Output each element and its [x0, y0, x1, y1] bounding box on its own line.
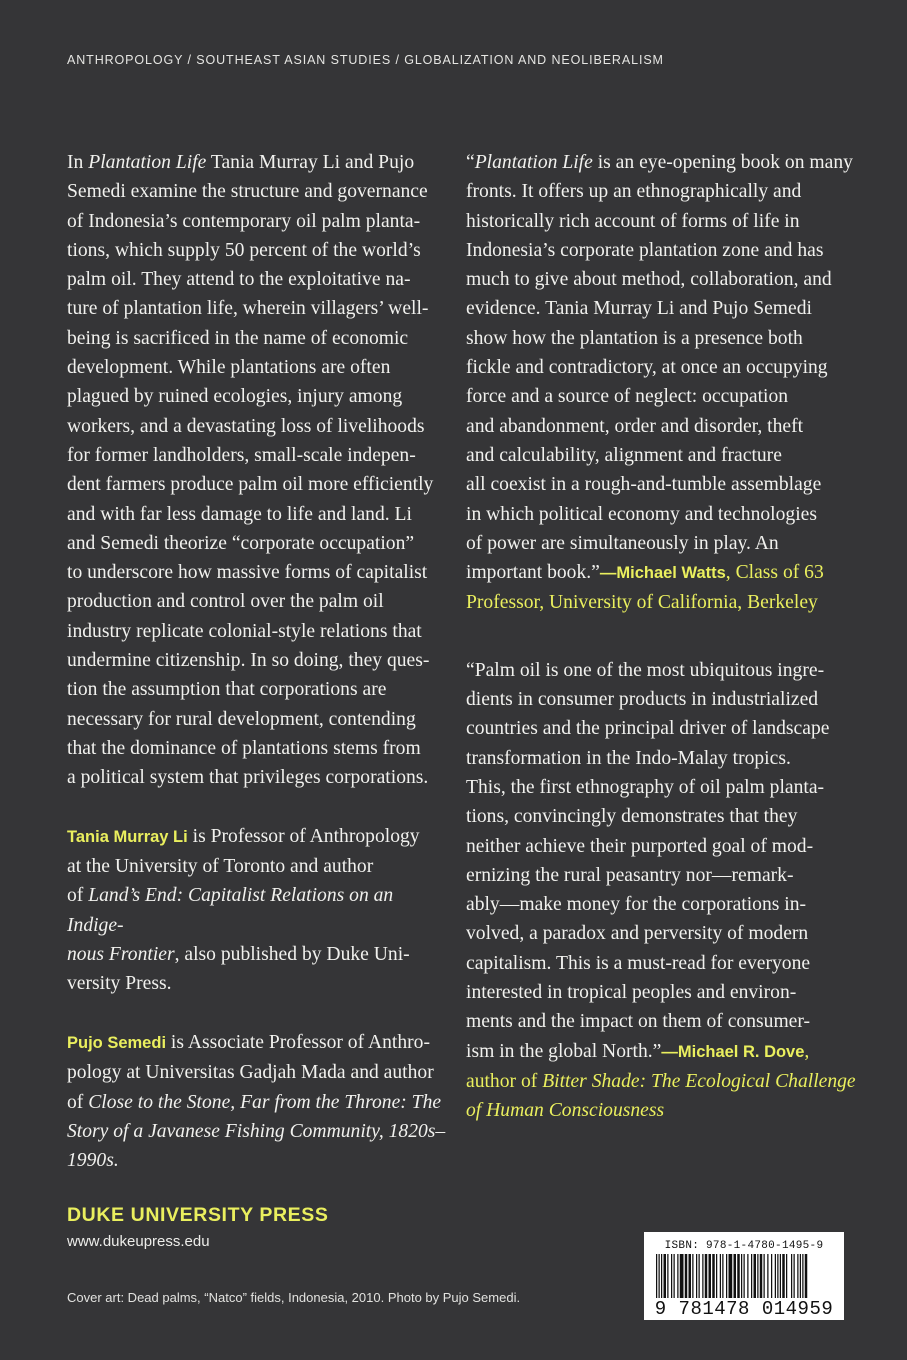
text-run: industry replicate colonial-style relations that	[67, 620, 422, 642]
barcode-bar	[685, 1254, 688, 1298]
text-run: Close to the Stone, Far from the Throne: The	[88, 1091, 442, 1113]
text-line	[466, 949, 858, 978]
text-line	[67, 324, 451, 353]
text-line	[67, 1117, 451, 1176]
text-run: countries and the principal driver of landscape	[466, 718, 830, 740]
text-line	[466, 382, 858, 411]
barcode-bar	[729, 1254, 733, 1298]
barcode-bar	[744, 1254, 745, 1298]
text-run: at the University of Toronto and author	[67, 856, 374, 878]
text-line	[67, 382, 451, 411]
text-line	[67, 1058, 451, 1087]
text-run: to underscore how massive forms of capitalist	[67, 562, 428, 584]
text-line	[67, 734, 451, 763]
subject-categories: ANTHROPOLOGY / SOUTHEAST ASIAN STUDIES / GLOBALIZATION AND NEOLIBERALISM	[67, 53, 664, 67]
text-run: undermine citizenship. In so doing, they ques-	[67, 650, 430, 672]
isbn-label: ISBN: 978-1-4780-1495-9	[664, 1240, 824, 1252]
text-line	[67, 441, 451, 470]
barcode-bar	[754, 1254, 757, 1298]
text-line	[466, 919, 858, 948]
text-line	[466, 500, 858, 529]
text-line	[466, 236, 858, 265]
text-run: evidence. Tania Murray Li and Pujo Semedi	[466, 298, 812, 320]
text-line	[67, 353, 451, 382]
text-line	[466, 685, 858, 714]
text-run: author of	[466, 1070, 543, 1092]
barcode-bar	[656, 1254, 657, 1298]
text-run: ably—make money for the corporations in-	[466, 894, 807, 916]
barcode-bar	[664, 1254, 667, 1298]
text-line	[67, 881, 451, 940]
text-line	[67, 705, 451, 734]
text-run: capitalism. This is a must-read for everyone	[466, 952, 811, 974]
text-line	[67, 236, 451, 265]
barcode-bar	[782, 1254, 785, 1298]
left-column	[67, 148, 451, 1175]
text-run: “Palm oil is one of the most ubiquitous ingre-	[466, 659, 825, 681]
text-run: “	[466, 152, 475, 173]
barcode-bar	[741, 1254, 742, 1298]
text-line	[67, 294, 451, 323]
barcode-bar	[702, 1254, 703, 1298]
text-line	[466, 1037, 858, 1067]
text-run: neither achieve their purported goal of mod-	[466, 835, 814, 857]
text-line	[466, 558, 858, 588]
text-line	[466, 890, 858, 919]
text-line	[67, 587, 451, 616]
text-line	[67, 940, 451, 969]
text-line	[466, 294, 858, 323]
text-run: and calculability, alignment and fracture	[466, 444, 782, 466]
text-line	[67, 763, 451, 792]
text-run: tions, convincingly demonstrates that they	[466, 806, 798, 828]
text-line	[67, 1088, 451, 1117]
text-line	[466, 353, 858, 382]
text-run: In	[67, 152, 89, 173]
barcode-bar	[757, 1254, 758, 1298]
text-run: tions, which supply 50 percent of the world’s	[67, 239, 421, 261]
text-run: dent farmers produce palm oil more efficiently	[67, 474, 434, 496]
barcode-bar	[680, 1254, 684, 1298]
text-line	[466, 324, 858, 353]
barcode-bar	[800, 1254, 801, 1298]
text-run: important book.”	[466, 562, 600, 584]
text-run: Story of a Javanese Fishing Community, 1820s–1990s.	[67, 1120, 446, 1172]
barcode-bar	[667, 1254, 668, 1298]
text-run: is Associate Professor of Anthro-	[166, 1031, 430, 1053]
text-run: Tania Murray Li	[67, 827, 188, 846]
text-run: development. While plantations are often	[67, 357, 391, 379]
text-run: ments and the impact on them of consumer-	[466, 1011, 811, 1033]
text-run: all coexist in a rough-and-tumble assemblage	[466, 474, 822, 496]
barcode-bar	[797, 1254, 798, 1298]
text-run: for former landholders, small-scale indepen-	[67, 444, 416, 466]
text-run: and Semedi theorize “corporate occupation”	[67, 532, 415, 554]
text-run: transformation in the Indo-Malay tropics.	[466, 747, 791, 769]
text-run: historically rich account of forms of life in	[466, 210, 800, 232]
barcode-bar	[712, 1254, 715, 1298]
text-run: much to give about method, collaboration, and	[466, 269, 832, 291]
text-line	[466, 265, 858, 294]
text-line	[466, 588, 858, 617]
text-run: tion the assumption that corporations are	[67, 679, 387, 701]
barcode-bars	[654, 1254, 834, 1298]
barcode-bar	[671, 1254, 672, 1298]
right-column	[466, 148, 858, 1126]
text-run: Plantation Life	[88, 152, 207, 173]
author-bio-semedi	[67, 1028, 451, 1175]
barcode-bar	[699, 1254, 700, 1298]
barcode-bar	[771, 1254, 772, 1298]
text-run: ism in the global North.”	[466, 1040, 662, 1062]
text-run: Professor, University of California, Berkeley	[466, 592, 818, 614]
barcode-bar	[791, 1254, 792, 1298]
barcode-bar	[760, 1254, 763, 1298]
text-run: Pujo Semedi	[67, 1033, 167, 1052]
isbn-barcode	[644, 1232, 844, 1320]
text-run: —Michael R. Dove	[661, 1042, 805, 1061]
barcode-bar	[737, 1254, 740, 1298]
text-line	[466, 148, 858, 177]
text-run: of power are simultaneously in play. An	[466, 532, 779, 554]
barcode-bar	[764, 1254, 765, 1298]
barcode-bar	[716, 1254, 717, 1298]
text-line	[67, 148, 451, 177]
text-line	[466, 773, 858, 802]
text-run: , also published by Duke Uni-	[174, 944, 410, 966]
text-line	[67, 177, 451, 206]
text-run: —Michael Watts	[599, 564, 726, 583]
text-line	[67, 852, 451, 881]
barcode-bar	[677, 1254, 678, 1298]
text-run: This, the first ethnography of oil palm planta-	[466, 776, 825, 798]
text-run: interested in tropical peoples and environ-	[466, 982, 797, 1004]
text-line	[466, 529, 858, 558]
text-line	[67, 529, 451, 558]
text-line	[466, 978, 858, 1007]
text-run: a political system that privileges corporations.	[67, 767, 429, 789]
barcode-bar	[802, 1254, 803, 1298]
text-run: of Human Consciousness	[466, 1100, 665, 1122]
text-run: Semedi examine the structure and governance	[67, 181, 428, 203]
barcode-bar	[747, 1254, 748, 1298]
text-line	[466, 832, 858, 861]
text-run: versity Press.	[67, 973, 172, 995]
text-line	[67, 470, 451, 499]
text-line	[67, 675, 451, 704]
barcode-bar	[674, 1254, 675, 1298]
text-line	[67, 822, 451, 852]
text-line	[67, 265, 451, 294]
text-run: is an eye-opening book on many	[592, 152, 853, 173]
text-line	[67, 646, 451, 675]
text-line	[466, 441, 858, 470]
text-run: Plantation Life	[474, 152, 593, 173]
text-run: ,	[804, 1040, 810, 1062]
text-line	[466, 714, 858, 743]
barcode-bar	[696, 1254, 697, 1298]
blurb-watts	[466, 148, 858, 618]
barcode-bar	[720, 1254, 721, 1298]
text-run: force and a source of neglect: occupation	[466, 386, 789, 408]
text-run: show how the plantation is a presence both	[466, 327, 803, 349]
text-run: Tania Murray Li and Pujo	[206, 152, 415, 173]
text-run: and with far less damage to life and land. Li	[67, 503, 412, 525]
text-line	[67, 412, 451, 441]
text-run: Bitter Shade: The Ecological Challenge	[542, 1070, 856, 1092]
text-run: Indonesia’s corporate plantation zone and has	[466, 239, 824, 261]
text-run: volved, a paradox and perversity of modern	[466, 923, 809, 945]
text-line	[67, 207, 451, 236]
barcode-bar	[786, 1254, 787, 1298]
barcode-bar	[689, 1254, 692, 1298]
text-line	[67, 617, 451, 646]
text-line	[67, 969, 451, 998]
text-run: ernizing the rural peasantry nor—remark-	[466, 864, 794, 886]
text-run: ture of plantation life, wherein villagers’ well-	[67, 298, 429, 320]
text-run: nous Frontier	[67, 944, 175, 966]
text-run: and abandonment, order and disorder, theft	[466, 415, 804, 437]
text-run: of	[67, 885, 89, 907]
text-run: plagued by ruined ecologies, injury among	[67, 386, 403, 408]
barcode-bar	[775, 1254, 776, 1298]
text-run: that the dominance of plantations stems from	[67, 737, 421, 759]
text-line	[466, 1067, 858, 1096]
barcode-bar	[722, 1254, 723, 1298]
text-run: is Professor of Anthropology	[187, 825, 420, 847]
text-line	[67, 558, 451, 587]
text-run: of	[67, 1091, 89, 1113]
text-run: fickle and contradictory, at once an occupying	[466, 357, 828, 379]
text-run: necessary for rural development, contending	[67, 708, 416, 730]
text-run: being is sacrificed in the name of economic	[67, 327, 409, 349]
barcode-bar	[661, 1254, 662, 1298]
barcode-digits: 9 781478 014959	[654, 1298, 834, 1320]
barcode-bar	[726, 1254, 727, 1298]
text-line	[466, 1007, 858, 1036]
text-run: in which political economy and technologies	[466, 503, 817, 525]
barcode-bar	[734, 1254, 737, 1298]
publisher-name: DUKE UNIVERSITY PRESS	[67, 1204, 329, 1226]
text-run: dients in consumer products in industrialized	[466, 689, 819, 711]
text-line	[466, 744, 858, 773]
text-run: of Indonesia’s contemporary oil palm planta-	[67, 210, 421, 232]
barcode-bar	[767, 1254, 768, 1298]
text-line	[466, 1096, 858, 1125]
book-description	[67, 148, 451, 793]
text-run: Land’s End: Capitalist Relations on an Indige-	[67, 885, 394, 936]
text-line	[466, 207, 858, 236]
text-run: workers, and a devastating loss of livelihoods	[67, 415, 425, 437]
barcode-bar	[659, 1254, 660, 1298]
cover-art-credit: Cover art: Dead palms, “Natco” fields, Indonesia, 2010. Photo by Pujo Semedi.	[67, 1290, 521, 1305]
text-line	[466, 656, 858, 685]
text-line	[466, 861, 858, 890]
text-line	[466, 802, 858, 831]
barcode-bar	[751, 1254, 752, 1298]
blurb-dove	[466, 656, 858, 1126]
text-run: , Class of 63	[725, 562, 824, 584]
publisher-url[interactable]: www.dukeupress.edu	[67, 1233, 210, 1250]
author-bio-li	[67, 822, 451, 999]
barcode-bar	[692, 1254, 693, 1298]
barcode-bar	[794, 1254, 795, 1298]
text-run: production and control over the palm oil	[67, 591, 384, 613]
barcode-bar	[709, 1254, 712, 1298]
barcode-bar	[705, 1254, 708, 1298]
text-run: palm oil. They attend to the exploitative na-	[67, 269, 411, 291]
barcode-bar	[805, 1254, 808, 1298]
text-line	[466, 177, 858, 206]
text-line	[466, 412, 858, 441]
text-run: pology at Universitas Gadjah Mada and author	[67, 1062, 434, 1084]
text-run: fronts. It offers up an ethnographically and	[466, 181, 802, 203]
barcode-bar	[780, 1254, 781, 1298]
text-line	[466, 470, 858, 499]
text-line	[67, 500, 451, 529]
barcode-bar	[777, 1254, 778, 1298]
text-line	[67, 1028, 451, 1058]
